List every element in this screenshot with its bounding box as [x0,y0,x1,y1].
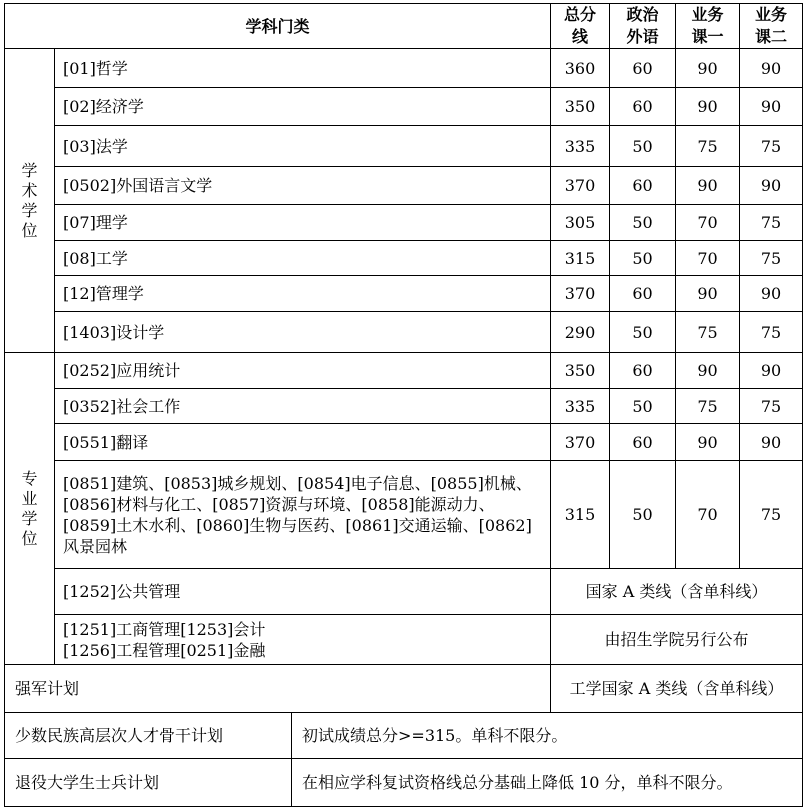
table-row [5,49,803,88]
table-row [5,713,803,759]
subject-name: [08]工学 [55,241,551,276]
table-row [5,569,803,615]
total-score: 315 [551,241,610,276]
total-score: 305 [551,205,610,241]
score-note: 国家 A 类线（含单科线） [551,569,803,615]
subject-name: [01]哲学 [55,49,551,88]
course1-score: 90 [676,49,740,88]
politics-score: 60 [610,424,676,461]
header-politics: 政治 外语 [610,4,676,49]
subject-name: [0502]外国语言文学 [55,167,551,205]
subject-name: [1252]公共管理 [55,569,551,615]
group-academic-degree: 学 术 学 位 [5,49,55,353]
total-score: 335 [551,126,610,167]
program-name: 退役大学生士兵计划 [5,759,292,807]
politics-score: 60 [610,49,676,88]
header-course1: 业务 课一 [676,4,740,49]
subject-name: [0252]应用统计 [55,353,551,389]
subject-name: [02]经济学 [55,88,551,126]
course2-score: 90 [740,424,803,461]
course2-score: 90 [740,353,803,389]
header-category: 学科门类 [5,4,551,49]
table-row [5,615,803,665]
course1-score: 90 [676,424,740,461]
course1-score: 75 [676,312,740,353]
course1-score: 75 [676,126,740,167]
table-row [5,353,803,389]
course1-score: 70 [676,205,740,241]
subject-name: [03]法学 [55,126,551,167]
total-score: 370 [551,424,610,461]
course2-score: 90 [740,167,803,205]
table-row [5,665,803,713]
score-note: 在相应学科复试资格线总分基础上降低 10 分，单科不限分。 [292,759,803,807]
total-score: 315 [551,461,610,569]
course2-score: 75 [740,205,803,241]
program-name: 少数民族高层次人才骨干计划 [5,713,292,759]
politics-score: 50 [610,389,676,424]
course2-score: 75 [740,312,803,353]
course2-score: 75 [740,241,803,276]
table-row [5,241,803,276]
table-row [5,312,803,353]
course1-score: 90 [676,88,740,126]
table-row [5,424,803,461]
politics-score: 60 [610,353,676,389]
subject-name: [1251]工商管理[1253]会计 [1256]工程管理[0251]金融 [55,615,551,665]
course2-score: 90 [740,276,803,312]
subject-name: [0551]翻译 [55,424,551,461]
total-score: 360 [551,49,610,88]
table-row [5,126,803,167]
course1-score: 70 [676,241,740,276]
total-score: 350 [551,88,610,126]
header-row [5,4,803,49]
table-row [5,389,803,424]
politics-score: 60 [610,167,676,205]
course1-score: 90 [676,167,740,205]
course1-score: 75 [676,389,740,424]
table-row [5,167,803,205]
politics-score: 60 [610,88,676,126]
table-row [5,276,803,312]
total-score: 290 [551,312,610,353]
subject-name: [12]管理学 [55,276,551,312]
header-total: 总分 线 [551,4,610,49]
score-note: 由招生学院另行公布 [551,615,803,665]
header-course2: 业务 课二 [740,4,803,49]
admission-score-table [4,3,803,807]
total-score: 370 [551,167,610,205]
course1-score: 90 [676,276,740,312]
politics-score: 50 [610,126,676,167]
course2-score: 75 [740,461,803,569]
politics-score: 50 [610,312,676,353]
score-note: 初试成绩总分>=315。单科不限分。 [292,713,803,759]
course2-score: 90 [740,88,803,126]
subject-name: [1403]设计学 [55,312,551,353]
table-row [5,461,803,569]
politics-score: 50 [610,241,676,276]
course2-score: 90 [740,49,803,88]
politics-score: 60 [610,276,676,312]
politics-score: 50 [610,205,676,241]
course1-score: 90 [676,353,740,389]
course2-score: 75 [740,389,803,424]
total-score: 370 [551,276,610,312]
group-professional-degree: 专 业 学 位 [5,353,55,665]
table-row [5,205,803,241]
politics-score: 50 [610,461,676,569]
engineering-subjects: [0851]建筑、[0853]城乡规划、[0854]电子信息、[0855]机械、[0856]材料与化工、[0857]资源与环境、[0858]能源动力、[0859]土木水利、[0860]生物与医药、[0861]交通运输、[0862]风景园林 [55,461,551,569]
course2-score: 75 [740,126,803,167]
score-note: 工学国家 A 类线（含单科线） [551,665,803,713]
total-score: 350 [551,353,610,389]
subject-name: [07]理学 [55,205,551,241]
course1-score: 70 [676,461,740,569]
program-name: 强军计划 [5,665,551,713]
table-row [5,759,803,807]
subject-name: [0352]社会工作 [55,389,551,424]
table-row [5,88,803,126]
total-score: 335 [551,389,610,424]
